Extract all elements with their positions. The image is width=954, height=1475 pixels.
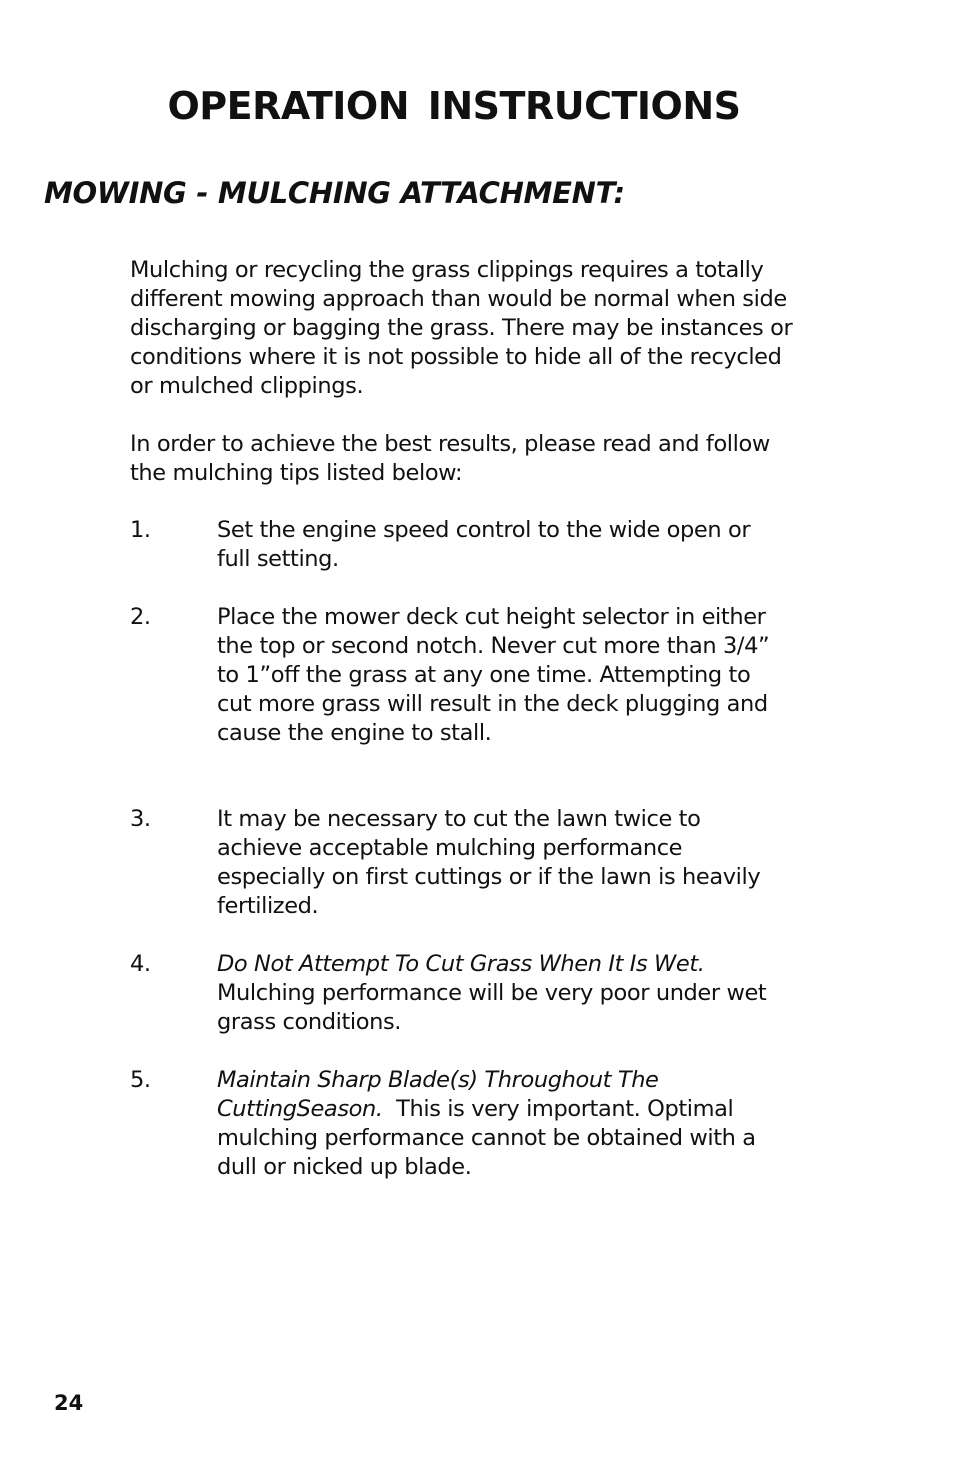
list-item-body: It may be necessary to cut the lawn twice to achieve acceptable mulching performance especially on first cuttings or if the lawn is heavily fertilized. [217, 806, 761, 919]
list-item-body: Place the mower deck cut height selector in either the top or second notch. Never cut more than 3/4” to 1”off the grass at any one time. Attempting to cut more grass will result in the deck plugging and cause the engine to stall. [217, 604, 770, 746]
list-item-body: This is very important. Optimal mulching performance cannot be obtained with a dull or nicked up blade. [217, 1096, 756, 1180]
page-title: OPERATION INSTRUCTIONS [167, 84, 741, 128]
intro-paragraph: Mulching or recycling the grass clippings requires a totally different mowing approach than would be normal when side discharging or bagging the grass. There may be instances or conditions where it is not possible to hide all of the recycled or mulched clippings. [130, 257, 793, 399]
list-item-text [217, 1066, 777, 1182]
list-item-body: Set the engine speed control to the wide open or full setting. [217, 517, 751, 572]
list-item-number: 2. [130, 604, 151, 630]
intro-paragraph: In order to achieve the best results, please read and follow the mulching tips listed below: [130, 431, 770, 486]
list-item-emphasis: Do Not Attempt To Cut Grass When It Is Wet. [217, 951, 705, 977]
list-item-number: 3. [130, 806, 151, 832]
list-item-text [217, 603, 777, 748]
page-number: 24 [54, 1391, 84, 1415]
list-item-number: 5. [130, 1067, 151, 1093]
list-item-text [217, 805, 777, 921]
list-item-number: 4. [130, 951, 151, 977]
list-item-text [217, 516, 777, 574]
section-heading: MOWING - MULCHING ATTACHMENT: [44, 176, 625, 210]
list-item-body: Mulching performance will be very poor under wet grass conditions. [217, 980, 767, 1035]
list-item-emphasis: Maintain Sharp Blade(s) Throughout The CuttingSeason. [217, 1067, 659, 1122]
list-item-number: 1. [130, 517, 151, 543]
list-item-text [217, 950, 777, 1037]
